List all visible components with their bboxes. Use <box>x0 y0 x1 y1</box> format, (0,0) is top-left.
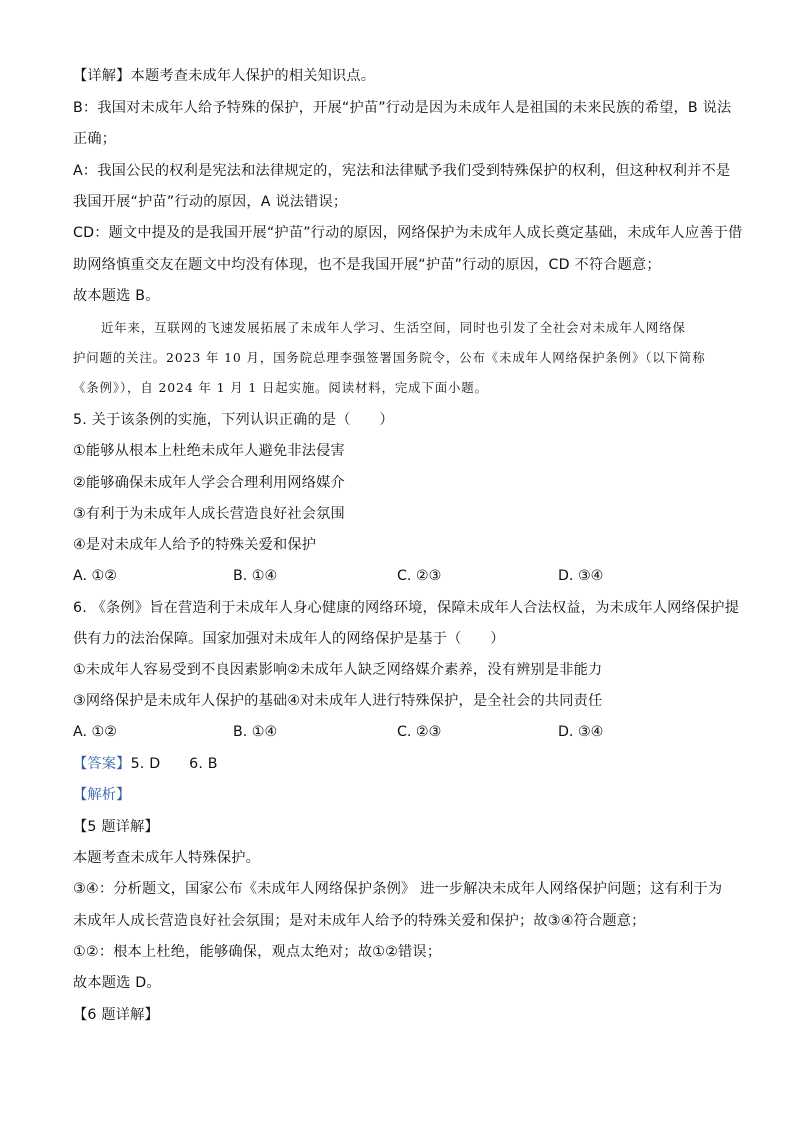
explain-cd-line-1: CD：题文中提及的是我国开展“护苗”行动的原因，网络保护为未成年人成长奠定基础，未成年人应善于借 <box>73 225 743 241</box>
q5-explain-p1-line-1: ③④：分析题文，国家公布《未成年人网络保护条例》 进一步解决未成年人网络保护问题；这有利于为 <box>73 881 723 897</box>
answer-tag: 【答案】 <box>73 756 131 772</box>
answer-line <box>73 754 723 774</box>
passage-line-3: 《条例》），自 2024 年 1 月 1 日起实施。阅读材料，完成下面小题。 <box>73 380 488 395</box>
q5-statement-3: ③有利于为未成年人成长营造良好社会氛围 <box>73 506 345 522</box>
q6-stem-line-1: 6. 《条例》旨在营造利于未成年人身心健康的网络环境，保障未成年人合法权益，为未成年人网络保护提 <box>73 600 740 616</box>
q6-stem-line-2: 供有力的法治保障。国家加强对未成年人的网络保护是基于（ ） <box>73 631 505 647</box>
explain-heading: 【详解】本题考查未成年人保护的相关知识点。 <box>73 68 376 84</box>
explain-b-line-1: B：我国对未成年人给予特殊的保护，开展“护苗”行动是因为未成年人是祖国的未来民族的希望，B 说法 <box>73 100 732 116</box>
explain-a-line-2: 我国开展“护苗”行动的原因，A 说法错误； <box>73 194 348 210</box>
analysis-tag: 【解析】 <box>73 787 131 803</box>
q6-statements-1-2: ①未成年人容易受到不良因素影响②未成年人缺乏网络媒介素养，没有辨别是非能力 <box>73 662 603 678</box>
explain-cd-line-2: 助网络慎重交友在题文中均没有体现，也不是我国开展“护苗”行动的原因，CD 不符合题意； <box>73 257 661 273</box>
explain-a-line-1: A：我国公民的权利是宪法和法律规定的，宪法和法律赋予我们受到特殊保护的权利，但这种权利并不是 <box>73 163 731 179</box>
q6-statements-3-4: ③网络保护是未成年人保护的基础④对未成年人进行特殊保护，是全社会的共同责任 <box>73 693 603 709</box>
explain-conclusion: 故本题选 B。 <box>73 288 160 304</box>
q5-explain-intro: 本题考查未成年人特殊保护。 <box>73 850 261 866</box>
q5-statement-1: ①能够从根本上杜绝未成年人避免非法侵害 <box>73 443 345 459</box>
q5-option-b: B. ①④ <box>233 568 278 584</box>
passage-line-2: 护问题的关注。2023 年 10 月，国务院总理李强签署国务院令，公布《未成年人网络保护条例》（以下简称 <box>73 350 706 365</box>
q5-option-c: C. ②③ <box>397 568 442 584</box>
explain-b-line-2: 正确； <box>73 131 117 147</box>
q6-option-d: D. ③④ <box>558 724 604 740</box>
q6-option-b: B. ①④ <box>233 724 278 740</box>
q5-option-d: D. ③④ <box>558 568 604 584</box>
q5-stem: 5. 关于该条例的实施，下列认识正确的是（ ） <box>73 412 394 428</box>
q5-option-a: A. ①② <box>73 568 117 584</box>
q5-explain-heading: 【5 题详解】 <box>73 819 159 835</box>
q5-explain-conclusion: 故本题选 D。 <box>73 975 161 991</box>
q6-option-a: A. ①② <box>73 724 117 740</box>
q6-explain-heading: 【6 题详解】 <box>73 1007 159 1023</box>
passage-line-1: 近年来，互联网的飞速发展拓展了未成年人学习、生活空间，同时也引发了全社会对未成年人网络保 <box>101 320 686 335</box>
q5-explain-p2: ①②：根本上杜绝，能够确保，观点太绝对；故①②错误； <box>73 944 442 960</box>
q5-explain-p1-line-2: 未成年人成长营造良好社会氛围；是对未成年人给予的特殊关爱和保护；故③④符合题意； <box>73 913 646 929</box>
q6-option-c: C. ②③ <box>397 724 442 740</box>
q5-statement-4: ④是对未成年人给予的特殊关爱和保护 <box>73 537 317 553</box>
answer-text: 5. D 6. B <box>130 756 218 772</box>
q5-statement-2: ②能够确保未成年人学会合理利用网络媒介 <box>73 475 345 491</box>
